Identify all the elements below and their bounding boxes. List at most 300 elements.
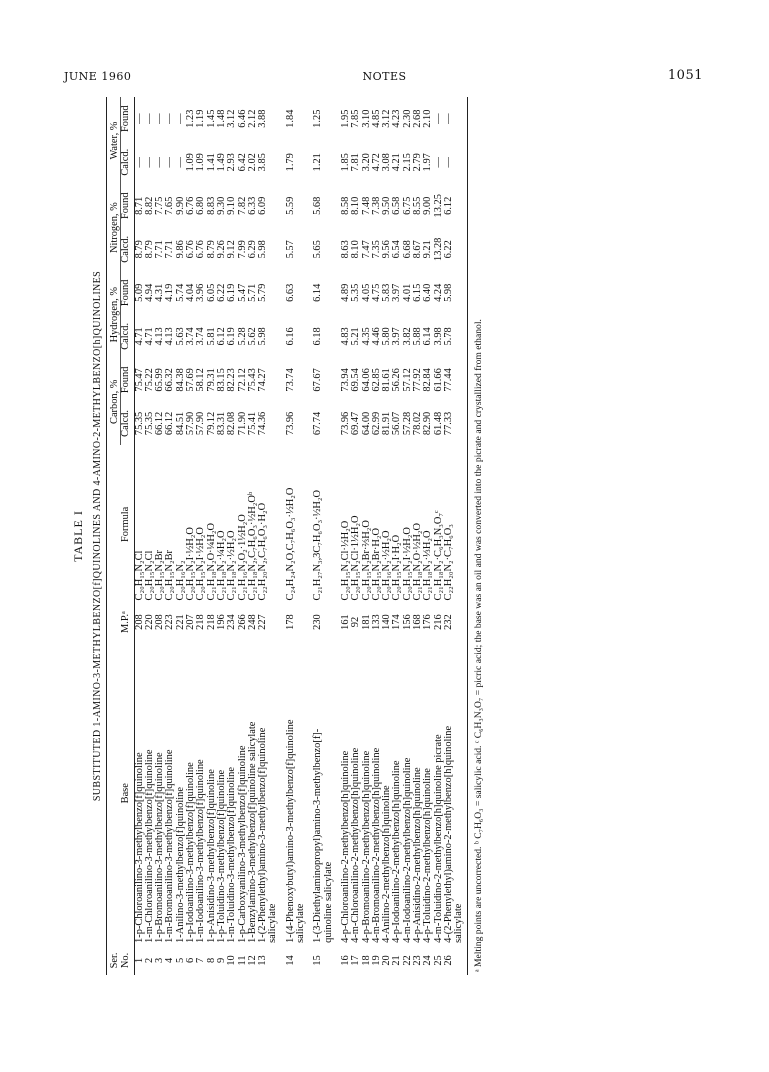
cell-hydrogen-found: 5.35 [350, 283, 362, 302]
cell-ser-no: 25 [432, 955, 444, 966]
cell-hydrogen-found: 6.22 [215, 283, 227, 302]
cell-carbon-found: 75.47 [133, 368, 145, 392]
cell-hydrogen-found [324, 271, 334, 314]
cell-hydrogen-calcd: 6.16 [284, 327, 296, 346]
cell-formula: C₂₁H₂₇N₃,3C₇H₆O₃·½H₂O [312, 489, 324, 601]
cell-ser-no: 10 [226, 955, 238, 966]
cell-nitrogen-calcd: 9.21 [422, 240, 434, 259]
cell-base: salicylate [267, 903, 279, 943]
header-carbon-found: Found [121, 358, 134, 401]
cell-carbon-calcd: 75.35 [133, 411, 145, 436]
cell-nitrogen-calcd: 7.71 [154, 240, 166, 259]
cell-ser-no: 12 [246, 955, 258, 966]
cell-nitrogen-found: 9.30 [215, 196, 227, 215]
cell-ser-no: 23 [412, 955, 424, 966]
header-carbon-calcd: Calcd. [121, 402, 134, 446]
cell-nitrogen-found: 9.00 [422, 196, 434, 215]
cell-base: 4-p-Anisidino-2-methylbenzo[h]quinoline [412, 767, 424, 943]
cell-formula: C₂₀H₁₆N₂ [174, 560, 186, 601]
cell-carbon-calcd: 74.36 [257, 411, 269, 436]
cell-carbon-calcd: 57.90 [185, 411, 197, 436]
cell-ser-no: 17 [350, 955, 362, 966]
cell-mp: 223 [164, 614, 176, 630]
cell-formula: C₂₁H₁₈N₂·C₆H₃N₃O₇ᶜ [432, 510, 444, 601]
cell-ser-no: 18 [360, 955, 372, 966]
cell-hydrogen-found: 5.71 [246, 283, 258, 302]
cell-mp: 218 [195, 614, 207, 630]
cell-water-calcd: 2.02 [246, 153, 258, 172]
cell-water-calcd: 1.79 [284, 153, 296, 172]
cell-nitrogen-calcd [324, 227, 334, 271]
cell-nitrogen-found: 7.38 [370, 196, 382, 215]
cell-carbon-found: 64.06 [360, 368, 372, 392]
cell-base: 1-m-Toluidino-3-methylbenzo[f]quinoline [226, 767, 238, 943]
cell-ser-no: 21 [391, 955, 403, 966]
cell-water-found: — [174, 113, 186, 124]
cell-nitrogen-calcd: 9.26 [215, 240, 227, 259]
rotated-table-region [65, 96, 705, 976]
cell-water-calcd: 1.09 [185, 153, 197, 172]
cell-carbon-found: 56.26 [391, 368, 403, 392]
cell-ser-no: 6 [185, 957, 197, 964]
cell-carbon-calcd: 62.99 [370, 411, 382, 436]
cell-carbon-found: 73.94 [339, 368, 351, 392]
cell-nitrogen-calcd: 7.47 [360, 240, 372, 259]
cell-water-found: 4.85 [370, 109, 382, 128]
cell-water-calcd: — [174, 157, 186, 168]
cell-hydrogen-found [296, 271, 306, 314]
cell-nitrogen-calcd: 5.65 [312, 240, 324, 259]
header-nitrogen: Nitrogen, % [107, 184, 121, 271]
cell-water-found [454, 97, 467, 140]
cell-formula: C₂₁H₁₈N₂·¼H₂O [215, 530, 227, 601]
cell-formula: C₂₀H₁₅N₂I·½H₂O [185, 527, 197, 601]
cell-base: 4-m-Toluidino-2-methylbenzo[h]quinoline picrate [432, 734, 444, 943]
cell-nitrogen-found: 6.80 [195, 196, 207, 215]
cell-carbon-found: 62.85 [370, 368, 382, 392]
cell-base: 4-p-Chloroanilino-2-methylbenzo[h]quinoline [339, 750, 351, 943]
cell-base: 1-p-Iodoanilino-3-methylbenzo[f]quinoline [185, 762, 197, 943]
cell-base: 1-p-Anisidino-3-methylbenzo[f]quinoline [205, 769, 217, 943]
cell-mp: 230 [312, 614, 324, 630]
cell-carbon-found: 82.23 [226, 368, 238, 392]
cell-carbon-found [324, 358, 334, 401]
cell-hydrogen-calcd: 3.74 [185, 327, 197, 346]
cell-nitrogen-calcd: 9.86 [174, 240, 186, 259]
cell-formula: C₂₀H₁₅N₂Cl·½H₂O [339, 520, 351, 601]
running-header-date: JUNE 1960 [64, 70, 132, 83]
cell-hydrogen-calcd: 3.74 [195, 327, 207, 346]
cell-carbon-calcd: 57.28 [401, 411, 413, 436]
cell-base: 1-(4-Phenoxybutyl)amino-3-methylbenzo[f]quinoline [284, 719, 296, 943]
cell-nitrogen-found [268, 184, 278, 227]
cell-hydrogen-found: 4.31 [154, 283, 166, 302]
cell-hydrogen-found: 6.40 [422, 283, 434, 302]
cell-water-found: 3.12 [381, 109, 393, 128]
cell-carbon-found: 79.31 [205, 368, 217, 392]
cell-nitrogen-found: 6.12 [442, 196, 454, 215]
cell-carbon-found [296, 358, 306, 401]
cell-hydrogen-calcd: 5.28 [236, 327, 248, 346]
cell-water-found: 3.10 [360, 109, 372, 128]
cell-nitrogen-found: 13.25 [432, 194, 444, 218]
cell-hydrogen-calcd: 5.88 [412, 327, 424, 346]
cell-formula: C₂₁H₁₈N₂·½H₂O [226, 530, 238, 601]
cell-hydrogen-calcd: 5.81 [205, 327, 217, 346]
cell-hydrogen-found: 4.75 [370, 283, 382, 302]
cell-hydrogen-found: 5.47 [236, 283, 248, 302]
cell-ser-no: 3 [154, 957, 166, 964]
cell-carbon-calcd [296, 402, 306, 446]
cell-base: 4-m-Bromoanilino-2-methylbenzo[h]quinoline [370, 747, 382, 943]
cell-base: 1-p-Chloroanilino-3-methylbenzo[f]quinoline [133, 752, 145, 943]
cell-carbon-found [454, 358, 467, 401]
cell-water-calcd: 7.81 [350, 153, 362, 172]
cell-nitrogen-calcd: 6.68 [401, 240, 413, 259]
header-hydrogen: Hydrogen, % [107, 271, 121, 358]
cell-ser-no: 1 [133, 957, 145, 964]
page-number: 1051 [667, 68, 703, 83]
cell-hydrogen-calcd: 3.82 [401, 327, 413, 346]
cell-base: 1-p-Bromoanilino-3-methylbenzo[f]quinoline [154, 752, 166, 943]
cell-hydrogen-found: 5.79 [257, 283, 269, 302]
cell-formula: C₂₁H₁₆N₂O₂·1½H₂O [236, 514, 248, 601]
cell-ser-no: 24 [422, 955, 434, 966]
cell-carbon-calcd: 66.12 [164, 411, 176, 436]
cell-nitrogen-calcd: 8.79 [133, 240, 145, 259]
cell-base: 4-(2-Phenylethyl)amino-2-methylbenzo[h]quinoline [442, 725, 454, 943]
cell-mp [324, 603, 334, 640]
cell-mp: 92 [350, 616, 362, 628]
cell-carbon-found: 75.43 [246, 368, 258, 392]
cell-ser-no: 26 [442, 955, 454, 966]
cell-water-calcd: — [143, 157, 155, 168]
cell-water-calcd: 4.72 [370, 153, 382, 172]
cell-nitrogen-found: 7.48 [360, 196, 372, 215]
cell-hydrogen-found: 4.89 [339, 283, 351, 302]
table-row [296, 97, 306, 975]
cell-water-calcd [268, 140, 278, 184]
cell-mp: 156 [401, 614, 413, 630]
cell-carbon-calcd: 81.91 [381, 411, 393, 436]
cell-formula: C₂₁H₁₈N₂O·¼H₂O [205, 523, 217, 601]
cell-hydrogen-calcd: 5.62 [246, 327, 258, 346]
cell-hydrogen-found: 4.05 [360, 283, 372, 302]
cell-nitrogen-found: 5.59 [284, 196, 296, 215]
header-ser: Ser. [107, 946, 121, 975]
cell-mp: 221 [174, 614, 186, 630]
cell-formula: C₂₀H₁₅N₂I·H₂O [391, 534, 403, 601]
cell-hydrogen-calcd: 4.71 [133, 327, 145, 346]
cell-water-found: 3.88 [257, 109, 269, 128]
cell-formula: C₂₀H₁₅N₂Cl [133, 550, 145, 601]
cell-hydrogen-calcd: 3.97 [391, 327, 403, 346]
table-body [134, 97, 467, 975]
cell-water-found: 1.95 [339, 109, 351, 128]
cell-carbon-calcd: 79.12 [205, 411, 217, 436]
cell-mp: 174 [391, 614, 403, 630]
cell-hydrogen-calcd: 4.83 [339, 327, 351, 346]
cell-nitrogen-found [454, 184, 467, 227]
cell-nitrogen-found: 5.68 [312, 196, 324, 215]
cell-water-found: 6.46 [236, 109, 248, 128]
table-row [351, 97, 361, 975]
cell-hydrogen-found: 4.01 [401, 283, 413, 302]
cell-water-calcd: — [133, 157, 145, 168]
cell-nitrogen-calcd [268, 227, 278, 271]
cell-water-calcd: 4.21 [391, 153, 403, 172]
cell-carbon-found: 61.66 [432, 368, 444, 392]
cell-water-calcd: 1.85 [339, 153, 351, 172]
cell-nitrogen-calcd: 8.67 [412, 240, 424, 259]
cell-hydrogen-found [454, 271, 467, 314]
cell-ser-no: 4 [164, 957, 176, 964]
cell-water-calcd: 2.15 [401, 153, 413, 172]
cell-base: salicylate [454, 641, 467, 946]
cell-base: 4-p-Bromoanilino-2-methylbenzo[h]quinoline [360, 750, 372, 943]
header-nitrogen-calcd: Calcd. [121, 227, 134, 271]
cell-mp: 208 [154, 614, 166, 630]
cell-hydrogen-calcd: 6.18 [312, 327, 324, 346]
cell-water-found: 2.12 [246, 109, 258, 128]
cell-carbon-found: 81.61 [381, 368, 393, 392]
cell-ser-no: 15 [312, 955, 324, 966]
cell-carbon-calcd: 56.07 [391, 411, 403, 436]
cell-formula: C₂₂H₂₀N₂·C₇H₆O₃ [442, 524, 454, 601]
cell-water-found: — [442, 113, 454, 124]
cell-carbon-calcd: 82.08 [226, 411, 238, 436]
cell-carbon-found: 65.99 [154, 368, 166, 392]
cell-nitrogen-calcd [454, 227, 467, 271]
data-table [106, 97, 468, 975]
cell-ser-no: 16 [339, 955, 351, 966]
cell-base: 1-m-Chloroanilino-3-methylbenzo[f]quinoline [143, 749, 155, 943]
cell-nitrogen-calcd: 8.79 [205, 240, 217, 259]
cell-formula [454, 445, 467, 603]
cell-nitrogen-calcd: 13.28 [432, 237, 444, 261]
cell-mp: 266 [236, 614, 248, 630]
cell-hydrogen-calcd: 5.21 [350, 327, 362, 346]
cell-mp: 234 [226, 614, 238, 630]
cell-hydrogen-calcd: 4.71 [143, 327, 155, 346]
cell-hydrogen-calcd: 3.98 [432, 327, 444, 346]
cell-carbon-calcd: 82.90 [422, 411, 434, 436]
cell-nitrogen-found: 7.65 [164, 196, 176, 215]
cell-carbon-calcd: 73.96 [339, 411, 351, 436]
cell-nitrogen-calcd: 8.10 [350, 240, 362, 259]
cell-mp [454, 603, 467, 640]
cell-carbon-found: 77.44 [442, 368, 454, 392]
cell-formula: C₂₁H₁₈N₂·⅓H₂O [422, 530, 434, 601]
cell-water-calcd: — [154, 157, 166, 168]
cell-formula: C₂₀H₁₅N₂Cl·1½H₂O [350, 515, 362, 601]
header-nitrogen-found: Found [121, 184, 134, 227]
cell-nitrogen-found: 6.33 [246, 196, 258, 215]
cell-water-found: 3.12 [226, 109, 238, 128]
cell-ser-no: 8 [205, 957, 217, 964]
cell-ser-no [454, 946, 467, 975]
cell-water-calcd: 2.79 [412, 153, 424, 172]
cell-formula: C₂₀H₁₆N₂·½H₂O [381, 530, 393, 601]
cell-nitrogen-found: 8.83 [205, 196, 217, 215]
cell-base: 1-m-Bromoanilino-3-methylbenzo[f]quinoline [164, 749, 176, 943]
cell-base: quinoline salicylate [322, 861, 334, 943]
cell-formula: C₂₂H₂₀N₂,C₇H₆O₃·H₂O [257, 502, 269, 601]
cell-ser-no [324, 946, 334, 975]
cell-mp: 227 [257, 614, 269, 630]
cell-nitrogen-found: 9.50 [381, 196, 393, 215]
cell-carbon-calcd: 57.90 [195, 411, 207, 436]
cell-water-found: — [154, 113, 166, 124]
cell-base: 1-Benzylamino-3-methylbenzo[f]quinoline salicylate [246, 721, 258, 943]
cell-carbon-found: 66.32 [164, 368, 176, 392]
cell-hydrogen-calcd [268, 315, 278, 359]
cell-water-calcd [454, 140, 467, 184]
table-row [444, 97, 454, 975]
cell-carbon-calcd: 71.90 [236, 411, 248, 436]
table-row [258, 97, 268, 975]
cell-hydrogen-calcd: 6.14 [422, 327, 434, 346]
header-no: No. [121, 946, 134, 975]
cell-water-calcd: 1.41 [205, 153, 217, 172]
cell-carbon-found: 58.12 [195, 368, 207, 392]
cell-formula: C₂₀H₁₅N₂I·½H₂O [195, 527, 207, 601]
cell-hydrogen-found: 5.09 [133, 283, 145, 302]
cell-water-found: 2.68 [412, 109, 424, 128]
header-mp: M.P.ᵃ [121, 603, 134, 640]
cell-carbon-calcd: 78.02 [412, 411, 424, 436]
cell-ser-no: 13 [257, 955, 269, 966]
cell-base: salicylate [295, 903, 307, 943]
cell-carbon-calcd: 75.35 [143, 411, 155, 436]
table-row [268, 97, 278, 975]
cell-carbon-found: 74.27 [257, 368, 269, 392]
cell-water-calcd: — [432, 157, 444, 168]
cell-formula [324, 445, 334, 603]
cell-ser-no [268, 946, 278, 975]
table-row [313, 97, 323, 975]
cell-nitrogen-calcd: 9.12 [226, 240, 238, 259]
cell-water-calcd: 3.85 [257, 153, 269, 172]
cell-water-found: 2.30 [401, 109, 413, 128]
cell-formula: C₂₄H₂₄N₂O,C₇H₆O₃·½H₂O [284, 487, 296, 601]
cell-water-calcd: 1.09 [195, 153, 207, 172]
cell-formula: C₂₀H₁₅N₂Br·H₂O [370, 527, 382, 601]
cell-carbon-calcd: 83.31 [215, 411, 227, 436]
cell-carbon-found: 57.69 [185, 368, 197, 392]
cell-hydrogen-found: 6.05 [205, 283, 217, 302]
cell-water-found [268, 97, 278, 140]
header-hydrogen-found: Found [121, 271, 134, 314]
cell-carbon-calcd [324, 402, 334, 446]
cell-water-found: — [133, 113, 145, 124]
cell-nitrogen-found: 6.58 [391, 196, 403, 215]
cell-nitrogen-found [296, 184, 306, 227]
cell-carbon-calcd: 64.00 [360, 411, 372, 436]
cell-mp [268, 603, 278, 640]
cell-ser-no: 5 [174, 957, 186, 964]
cell-water-calcd: 6.42 [236, 153, 248, 172]
cell-water-calcd [296, 140, 306, 184]
cell-nitrogen-found: 8.55 [412, 196, 424, 215]
cell-water-found: 1.48 [215, 109, 227, 128]
cell-hydrogen-found: 5.74 [174, 283, 186, 302]
cell-nitrogen-calcd: 6.22 [442, 240, 454, 259]
cell-nitrogen-calcd: 5.98 [257, 240, 269, 259]
cell-base: 1-p-Toluidino-3-methylbenzo[f]quinoline [215, 769, 227, 943]
cell-nitrogen-calcd: 6.76 [185, 240, 197, 259]
cell-formula: C₂₁H₁₈N₂O·½H₂O [412, 523, 424, 601]
cell-carbon-found: 73.74 [284, 368, 296, 392]
cell-hydrogen-found: 4.24 [432, 283, 444, 302]
cell-nitrogen-found: 6.75 [401, 196, 413, 215]
cell-carbon-calcd [268, 402, 278, 446]
cell-carbon-found: 75.22 [143, 368, 155, 392]
cell-water-found: — [143, 113, 155, 124]
cell-nitrogen-found: 9.90 [174, 196, 186, 215]
cell-ser-no: 11 [236, 955, 248, 966]
cell-carbon-calcd: 77.33 [442, 411, 454, 436]
cell-water-found [324, 97, 334, 140]
header-formula: Formula [121, 445, 134, 603]
cell-formula: C₂₀H₁₅N₂Br [164, 550, 176, 601]
cell-carbon-found: 84.38 [174, 368, 186, 392]
cell-water-calcd: 2.93 [226, 153, 238, 172]
cell-hydrogen-found: 4.19 [164, 283, 176, 302]
cell-formula: C₂₀H₁₅N₂Br·⅔H₂O [360, 520, 372, 601]
cell-hydrogen-calcd: 4.46 [370, 327, 382, 346]
table-block [65, 96, 705, 976]
cell-nitrogen-found: 7.75 [154, 196, 166, 215]
cell-hydrogen-found: 6.14 [312, 283, 324, 302]
cell-ser-no: 7 [195, 957, 207, 964]
cell-mp: 208 [133, 614, 145, 630]
cell-water-calcd: 3.20 [360, 153, 372, 172]
cell-mp: 216 [432, 614, 444, 630]
cell-ser-no: 14 [284, 955, 296, 966]
cell-hydrogen-calcd [324, 315, 334, 359]
cell-water-found: — [164, 113, 176, 124]
cell-ser-no: 9 [215, 957, 227, 964]
cell-hydrogen-calcd: 4.13 [154, 327, 166, 346]
cell-base: 4-Anilino-2-methylbenzo[h]quinoline [381, 785, 393, 943]
cell-hydrogen-found: 6.63 [284, 283, 296, 302]
cell-ser-no: 20 [381, 955, 393, 966]
table-footnote: ᵃ Melting points are uncorrected. ᵇ C₇H₆O₃ = salicylic acid. ᶜ C₆H₃N₃O₇ = picric acid; the base was an oil and was converted into the picrate and crystallized from ethanol. [472, 319, 484, 972]
cell-nitrogen-found: 9.10 [226, 196, 238, 215]
cell-nitrogen-calcd: 7.71 [164, 240, 176, 259]
cell-carbon-found: 67.67 [312, 368, 324, 392]
cell-water-found: 1.19 [195, 109, 207, 128]
cell-hydrogen-found: 3.97 [391, 283, 403, 302]
cell-carbon-found: 69.54 [350, 368, 362, 392]
header-water-calcd: Calcd. [121, 140, 134, 184]
cell-hydrogen-found: 3.96 [195, 283, 207, 302]
cell-formula: C₂₁H₁₈N₂,C₇H₆O₃·½H₂Oᵇ [246, 491, 258, 601]
cell-mp: 140 [381, 614, 393, 630]
cell-base: 1-p-Carboxyanilino-3-methylbenzo[f]quinoline [236, 745, 248, 943]
cell-mp: 232 [442, 614, 454, 630]
cell-carbon-found: 77.92 [412, 368, 424, 392]
cell-hydrogen-calcd: 5.98 [257, 327, 269, 346]
cell-mp: 178 [284, 614, 296, 630]
cell-nitrogen-found: 8.10 [350, 196, 362, 215]
cell-formula: C₂₀H₁₅N₂Br [154, 550, 166, 601]
cell-water-calcd: — [442, 157, 454, 168]
cell-water-found: 2.10 [422, 109, 434, 128]
cell-carbon-found: 83.15 [215, 368, 227, 392]
cell-nitrogen-calcd: 8.79 [143, 240, 155, 259]
